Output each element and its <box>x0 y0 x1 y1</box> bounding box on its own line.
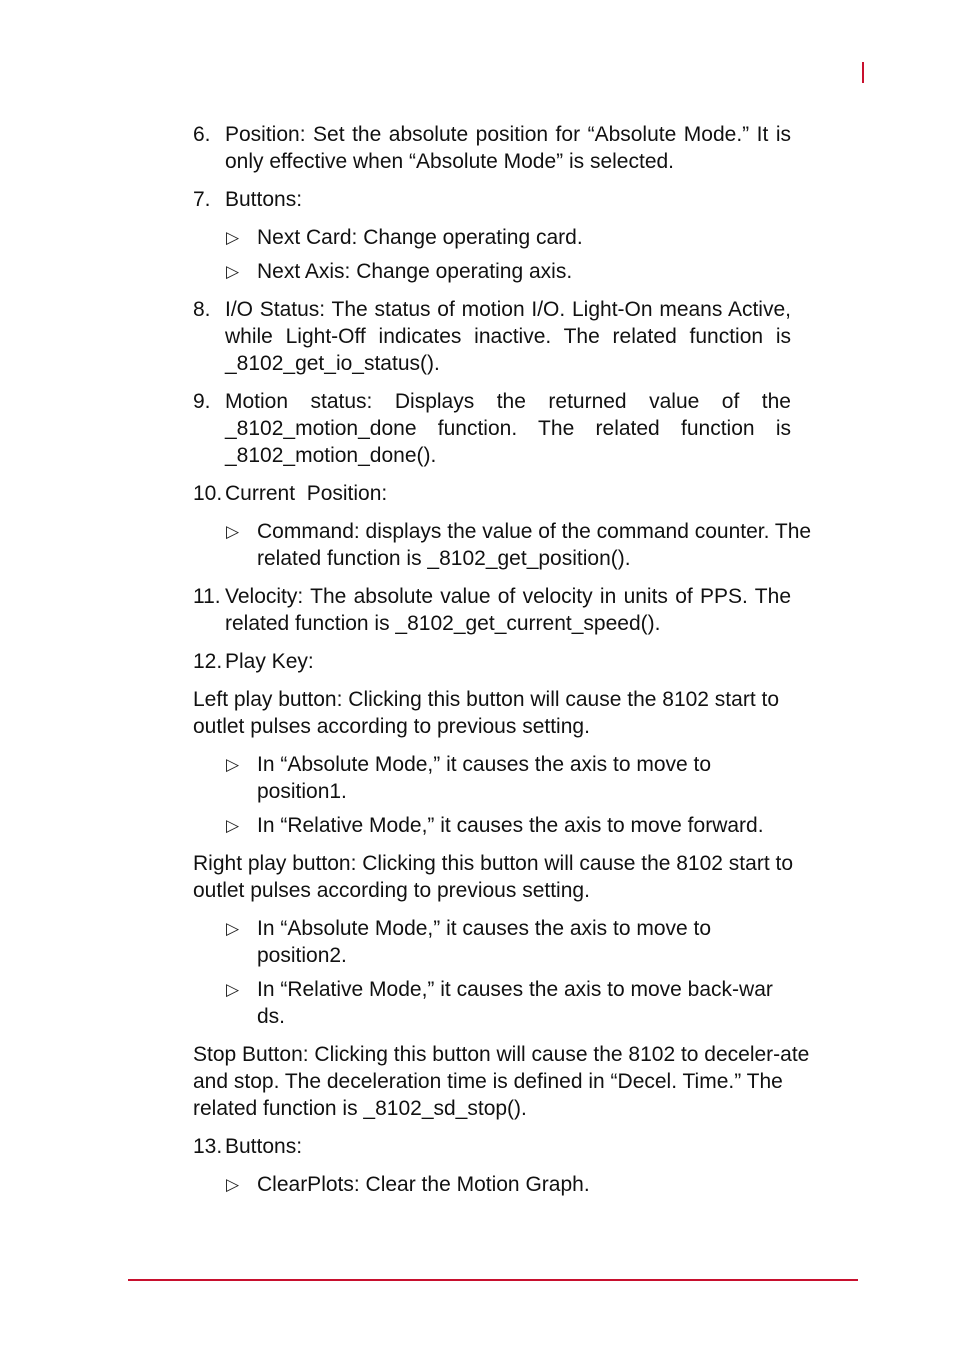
triangle-right-outline-icon: ▷ <box>226 755 240 774</box>
header-accent-mark <box>862 62 864 83</box>
left-play-paragraph: Left play button: Clicking this button will cause the 8102 start to outlet pulses according to previous setting. <box>193 688 780 738</box>
list-item-9 <box>193 388 791 469</box>
sub-item-text: Next Card: Change operating card. <box>257 226 583 249</box>
item-number: 13. <box>193 1135 223 1158</box>
list-item-8 <box>193 296 791 377</box>
list-item-13 <box>193 1133 828 1160</box>
sub-item-command <box>226 518 817 572</box>
item-text: Current Position: <box>225 482 388 505</box>
list-item-11 <box>193 583 791 637</box>
sub-item-text: In “Relative Mode,” it causes the axis to move forward. <box>257 814 764 837</box>
footer-rule <box>128 1279 858 1281</box>
triangle-right-outline-icon: ▷ <box>226 816 240 835</box>
item-text: Velocity: The absolute value of velocity in units of PPS. The related function is _8102_get_current_speed(). <box>225 585 791 635</box>
sub-item-text: Next Axis: Change operating axis. <box>257 260 573 283</box>
list-item-12 <box>193 648 828 675</box>
item-text: Buttons: <box>225 188 303 211</box>
sub-item-right-relative <box>226 976 782 1030</box>
sub-item-next-card <box>226 224 828 251</box>
list-item-7 <box>193 186 828 213</box>
sub-item-next-axis <box>226 258 828 285</box>
sub-item-right-absolute <box>226 915 767 969</box>
item-text: I/O Status: The status of motion I/O. Light-On means Active, while Light-Off indicates inactive. The related function is _8102_get_io_status(). <box>225 298 791 375</box>
item-number: 12. <box>193 650 223 673</box>
item-number: 8. <box>193 298 211 321</box>
sub-item-text: Command: displays the value of the command counter. The related function is _8102_get_position(). <box>257 520 812 570</box>
item-number: 9. <box>193 390 211 413</box>
item-text: Play Key: <box>225 650 314 673</box>
sub-item-left-absolute <box>226 751 767 805</box>
triangle-right-outline-icon: ▷ <box>226 228 240 247</box>
item-text: Motion status: Displays the returned value of the _8102_motion_done function. The related function is _8102_motion_done(). <box>225 390 791 467</box>
triangle-right-outline-icon: ▷ <box>226 522 240 541</box>
sub-item-clearplots <box>226 1171 828 1198</box>
item-text: Buttons: <box>225 1135 303 1158</box>
list-item-10 <box>193 480 828 507</box>
item-text: Position: Set the absolute position for “Absolute Mode.” It is only effective when “Absolute Mode” is selected. <box>225 123 791 173</box>
triangle-right-outline-icon: ▷ <box>226 980 240 999</box>
triangle-right-outline-icon: ▷ <box>226 919 240 938</box>
item-number: 7. <box>193 188 211 211</box>
manual-page-content <box>193 121 828 1205</box>
sub-item-text: In “Absolute Mode,” it causes the axis to move to position2. <box>257 917 712 967</box>
sub-item-text: In “Relative Mode,” it causes the axis to move back-wards. <box>257 978 773 1028</box>
sub-item-text: In “Absolute Mode,” it causes the axis to move to position1. <box>257 753 712 803</box>
stop-button-paragraph: Stop Button: Clicking this button will cause the 8102 to deceler-ate and stop. The deceleration time is defined in “Decel. Time.” The related function is _8102_sd_stop(). <box>193 1043 810 1120</box>
sub-item-left-relative <box>226 812 828 839</box>
item-number: 6. <box>193 123 211 146</box>
triangle-right-outline-icon: ▷ <box>226 262 240 281</box>
right-play-paragraph: Right play button: Clicking this button will cause the 8102 start to outlet pulses according to previous setting. <box>193 852 793 902</box>
sub-item-text: ClearPlots: Clear the Motion Graph. <box>257 1173 590 1196</box>
item-number: 11. <box>193 585 221 608</box>
list-item-6 <box>193 121 791 175</box>
triangle-right-outline-icon: ▷ <box>226 1175 240 1194</box>
item-number: 10. <box>193 482 223 505</box>
